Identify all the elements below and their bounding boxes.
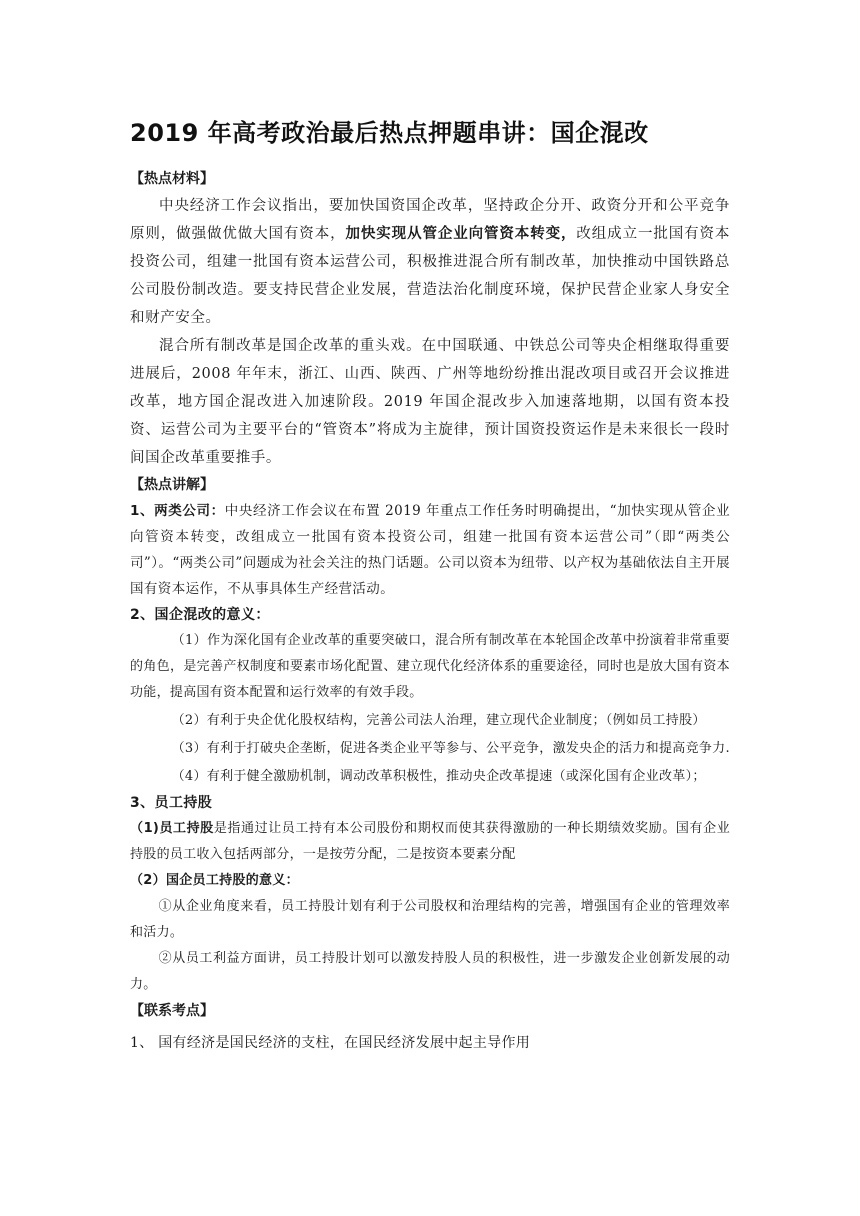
section-3-2-label-text: （2）国企员工持股的意义： <box>130 873 299 888</box>
material-paragraph-2: 混合所有制改革是国企改革的重头戏。在中国联通、中铁总公司等央企相继取得重要进展后，2008 年年末，浙江、山西、陕西、广州等地纷纷推出混改项目或召开会议推进改革，地方国企混改进入加速阶段。2019 年国企混改步入加速落地期，以国有资本投资、运营公司为主要平台的“管资本”将成为主旋律，预计国资投资运作是未来很长一段时间国企改革重要推手。 <box>130 338 730 466</box>
section-3-label <box>130 790 730 816</box>
section-3-1 <box>130 816 730 868</box>
material-p1-text-a: 中央经济工作会议指出，要加快国资国企改革，坚持政企分开、政资分开和公平竞争原则，做强做优做大国有资本， <box>130 198 730 242</box>
section-3-1-text: 是指通过让员工持有本公司股份和期权而使其获得激励的一种长期绩效奖励。国有企业持股的员工收入包括两部分，一是按劳分配，二是按资本要素分配 <box>130 821 730 862</box>
explain-heading: 【热点讲解】 <box>130 477 214 493</box>
material-p1-text-b: 改组成立一批国有资本投资公司，组建一批国有资本运营公司，积极推进混合所有制改革，加快推动中国铁路总公司股份制改造。要支持民营企业发展，营造法治化制度环境，保护民营企业家人身安全和财产安全。 <box>130 226 731 326</box>
section-2-label-text: 2、国企混改的意义： <box>130 607 270 623</box>
section-1 <box>130 498 730 602</box>
page-title: 2019 年高考政治最后热点押题串讲：国企混改 <box>130 119 649 147</box>
section-2-label <box>130 602 730 628</box>
section-3-2-item-2: ②从员工利益方面讲，员工持股计划可以激发持股人员的积极性，进一步激发企业创新发展的动力。 <box>130 951 730 992</box>
section-2-item-4: （4）有利于健全激励机制，调动改革积极性，推动央企改革提速（或深化国有企业改革）； <box>171 769 706 784</box>
section-1-text: 中央经济工作会议在布置 2019 年重点工作任务时明确提出，“加快实现从管企业向管资本转变，改组成立一批国有资本投资公司，组建一批国有资本运营公司”（即“两类公司”）。“两类公司”问题成为社会关注的热门话题。公司以资本为纽带、以产权为基础依法自主开展国有资本运作，不从事具体生产经营活动。 <box>130 503 730 597</box>
material-p1-bold: 加快实现从管企业向管资本转变， <box>345 225 577 242</box>
section-3-1-bold: （1)员工持股 <box>130 821 214 836</box>
section-2-item-1: （1）作为深化国有企业改革的重要突破口，混合所有制改革在本轮国企改革中扮演着非常重要的角色，是完善产权制度和要素市场化配置、建立现代化经济体系的重要途径，同时也是放大国有资本功能，提高国有资本配置和运行效率的有效手段。 <box>130 633 730 700</box>
section-3-2-label <box>130 868 730 894</box>
link-item-1: 1、 国有经济是国民经济的支柱，在国民经济发展中起主导作用 <box>130 1035 531 1051</box>
section-1-label: 1、两类公司： <box>130 503 225 519</box>
material-paragraph-1 <box>130 192 730 332</box>
section-3-2-item-1: ①从企业角度来看，员工持股计划有利于公司股权和治理结构的完善，增强国有企业的管理效率和活力。 <box>130 899 730 940</box>
section-2-item-2: （2）有利于央企优化股权结构，完善公司法人治理，建立现代企业制度；（例如员工持股） <box>171 713 706 728</box>
document-body <box>130 166 730 1056</box>
section-2-item-3: （3）有利于打破央企垄断，促进各类企业平等参与、公平竞争，激发央企的活力和提高竞争力. <box>171 741 730 756</box>
link-heading: 【联系考点】 <box>130 1003 214 1019</box>
material-heading: 【热点材料】 <box>130 171 214 187</box>
section-3-label-text: 3、员工持股 <box>130 795 213 811</box>
